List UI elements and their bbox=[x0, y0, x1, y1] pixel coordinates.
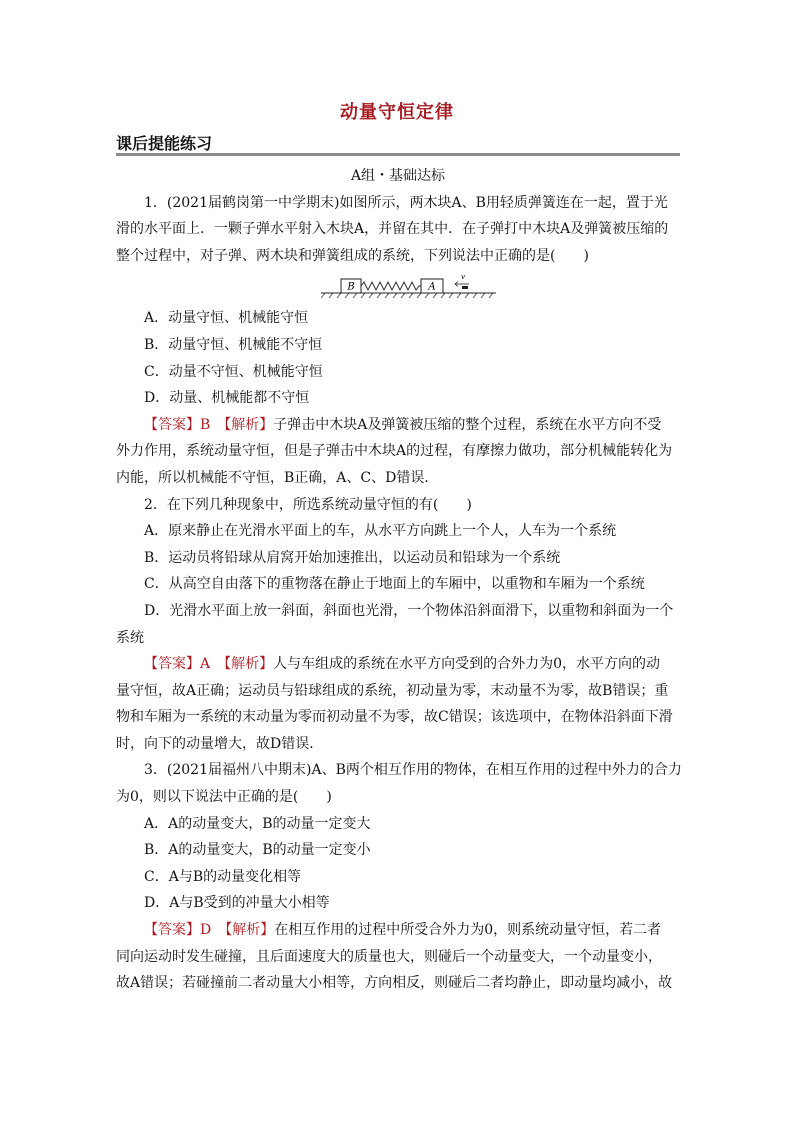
velocity-label: v bbox=[461, 273, 465, 282]
answer-text: 在相互作用的过程中所受合外力为0，则系统动量守恒，若二者 bbox=[274, 922, 662, 939]
question-stem-line: 3．(2021届福州八中期末)A、B两个相互作用的物体，在相互作用的过程中外力的合力 bbox=[144, 762, 682, 779]
answer-line bbox=[116, 651, 680, 678]
answer-text: 故A错误；若碰撞前二者动量大小相等，方向相反，则碰后二者均静止，即动量均减小，故 bbox=[116, 975, 673, 992]
spring-block-diagram bbox=[321, 273, 501, 301]
option-b: B．运动员将铅球从肩窝开始加速推出，以运动员和铅球为一个系统 bbox=[144, 549, 561, 566]
answer-label: 【答案】D 【解析】 bbox=[144, 922, 275, 939]
answer-text: 子弹击中木块A及弹簧被压缩的整个过程，系统在水平方向不受 bbox=[273, 416, 662, 433]
question-stem-line: 1．(2021届鹤岗第一中学期末)如图所示，两木块A、B用轻质弹簧连在一起，置于光 bbox=[144, 194, 668, 211]
section-heading: 课后提能练习 bbox=[116, 134, 213, 153]
question-1 bbox=[116, 190, 680, 492]
option-b: B．A的动量变大，B的动量一定变小 bbox=[144, 842, 371, 859]
answer-text: 外力作用，系统动量守恒，但是子弹击中木块A的过程，有摩擦力做功，部分机械能转化为 bbox=[116, 443, 673, 460]
bullet bbox=[462, 286, 468, 289]
spring-block-figure bbox=[116, 269, 680, 305]
block-b-label: B bbox=[347, 281, 355, 293]
question-stem-line: 滑的水平面上．一颗子弹水平射入木块A，并留在其中．在子弹打中木块A及弹簧被压缩的 bbox=[116, 221, 669, 238]
option-c: C．动量不守恒、机械能守恒 bbox=[144, 363, 323, 380]
question-stem-line: 为0，则以下说法中正确的是( ) bbox=[116, 789, 332, 806]
option-c: C．A与B的动量变化相等 bbox=[144, 868, 302, 885]
option-b: B．动量守恒、机械能不守恒 bbox=[144, 336, 323, 353]
answer-label: 【答案】A 【解析】 bbox=[144, 656, 274, 673]
option-d: D．光滑水平面上放一斜面，斜面也光滑，一个物体沿斜面滑下，以重物和斜面为一个 bbox=[144, 602, 674, 619]
content-body bbox=[116, 163, 680, 997]
ground-hatching bbox=[321, 293, 493, 298]
answer-line bbox=[116, 917, 680, 944]
question-3 bbox=[116, 757, 680, 996]
option-d: D．动量、机械能都不守恒 bbox=[144, 390, 310, 407]
spring bbox=[361, 282, 421, 290]
option-a: A．原来静止在光滑水平面上的车，从水平方向跳上一个人，人车为一个系统 bbox=[144, 523, 617, 540]
option-d: D．A与B受到的冲量大小相等 bbox=[144, 895, 330, 912]
option-c: C．从高空自由落下的重物落在静止于地面上的车厢中，以重物和车厢为一个系统 bbox=[144, 576, 645, 593]
option-a: A．A的动量变大，B的动量一定变大 bbox=[144, 815, 371, 832]
block-a-label: A bbox=[428, 281, 436, 293]
question-2 bbox=[116, 492, 680, 758]
option-a: A．动量守恒、机械能守恒 bbox=[144, 310, 309, 327]
answer-text: 人与车组成的系统在水平方向受到的合外力为0，水平方向的动 bbox=[273, 656, 661, 673]
answer-line bbox=[116, 412, 680, 439]
answer-label: 【答案】B 【解析】 bbox=[144, 416, 274, 433]
group-header: A组・基础达标 bbox=[350, 168, 446, 184]
answer-text: 时，向下的动量增大，故D错误． bbox=[116, 735, 324, 752]
question-stem-line: 2．在下列几种现象中，所选系统动量守恒的有( ) bbox=[144, 496, 472, 513]
page-title: 动量守恒定律 bbox=[340, 102, 454, 123]
option-d-continued: 系统 bbox=[116, 629, 144, 646]
section-divider bbox=[116, 153, 680, 156]
answer-text: 物和车厢为一系统的末动量为零而初动量不为零，故C错误；该选项中，在物体沿斜面下滑 bbox=[116, 709, 673, 726]
answer-text: 内能，所以机械能不守恒，B正确，A、C、D错误． bbox=[116, 469, 439, 486]
answer-text: 同向运动时发生碰撞，且后面速度大的质量也大，则碰后一个动量变大，一个动量变小， bbox=[116, 948, 662, 965]
answer-text: 量守恒，故A正确；运动员与铅球组成的系统，初动量为零，末动量不为零，故B错误；重 bbox=[116, 682, 669, 699]
question-stem-line: 整个过程中，对子弹、两木块和弹簧组成的系统，下列说法中正确的是( ) bbox=[116, 247, 589, 264]
